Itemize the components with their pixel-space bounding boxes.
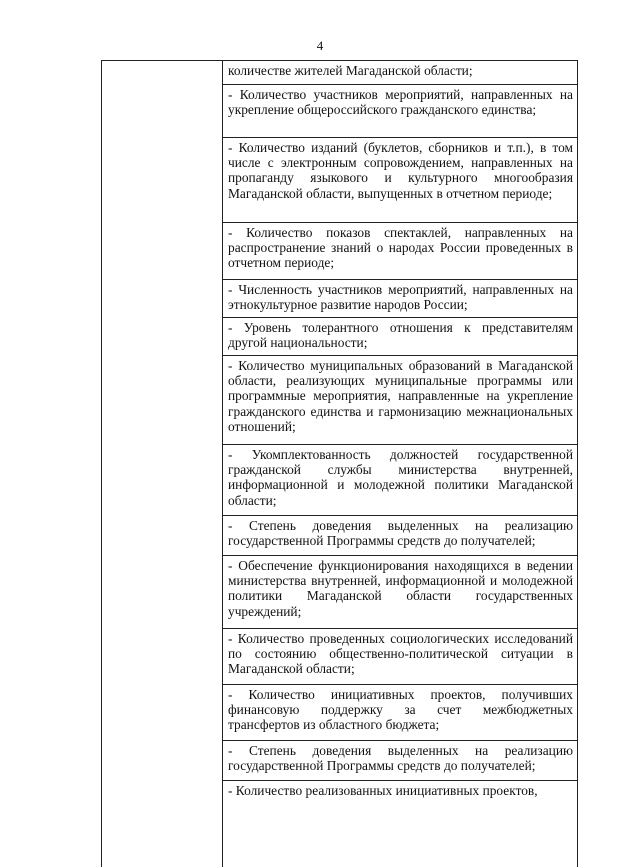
indicator-item: - Обеспечение функционирования находящихся в ведении министерства внутренней, информационной и молодежной политики Магаданской области государственных учреждений; bbox=[223, 556, 577, 629]
indicator-item: - Количество инициативных проектов, получивших финансовую поддержку за счет межбюджетных трансфертов из областного бюджета; bbox=[223, 685, 577, 741]
page-number: 4 bbox=[316, 38, 324, 53]
indicator-item: - Количество проведенных социологических исследований по состоянию общественно-политической ситуации в Магаданской области; bbox=[223, 629, 577, 685]
indicator-item: количестве жителей Магаданской области; bbox=[223, 61, 577, 85]
indicator-item: - Степень доведения выделенных на реализацию государственной Программы средств до получателей; bbox=[223, 516, 577, 556]
indicator-item: - Количество участников мероприятий, направленных на укрепление общероссийского гражданского единства; bbox=[223, 85, 577, 138]
indicator-item: - Уровень толерантного отношения к представителям другой национальности; bbox=[223, 318, 577, 356]
indicator-item: - Количество реализованных инициативных проектов, bbox=[228, 783, 538, 798]
indicator-table bbox=[101, 60, 578, 867]
indicator-list bbox=[223, 61, 577, 867]
indicator-item: - Численность участников мероприятий, направленных на этнокультурное развитие народов России; bbox=[223, 280, 577, 318]
indicator-item: - Количество показов спектаклей, направленных на распространение знаний о народах России проведенных в отчетном периоде; bbox=[223, 223, 577, 280]
indicator-item: - Укомплектованность должностей государственной гражданской службы министерства внутренней, информационной и молодежной политики Магаданской области; bbox=[223, 445, 577, 516]
indicator-item: - Количество муниципальных образований в Магаданской области, реализующих муниципальные программы или программные мероприятия, направленные на укрепление гражданского единства и гармонизацию межнациональных отношений; bbox=[223, 356, 577, 445]
indicator-item: - Степень доведения выделенных на реализацию государственной Программы средств до получателей; bbox=[223, 741, 577, 781]
indicator-item: - Количество изданий (буклетов, сборников и т.п.), в том числе с электронным сопровождением, направленных на пропаганду языкового и культурного многообразия Магаданской области, выпущенных в отчетном периоде; bbox=[223, 138, 577, 223]
